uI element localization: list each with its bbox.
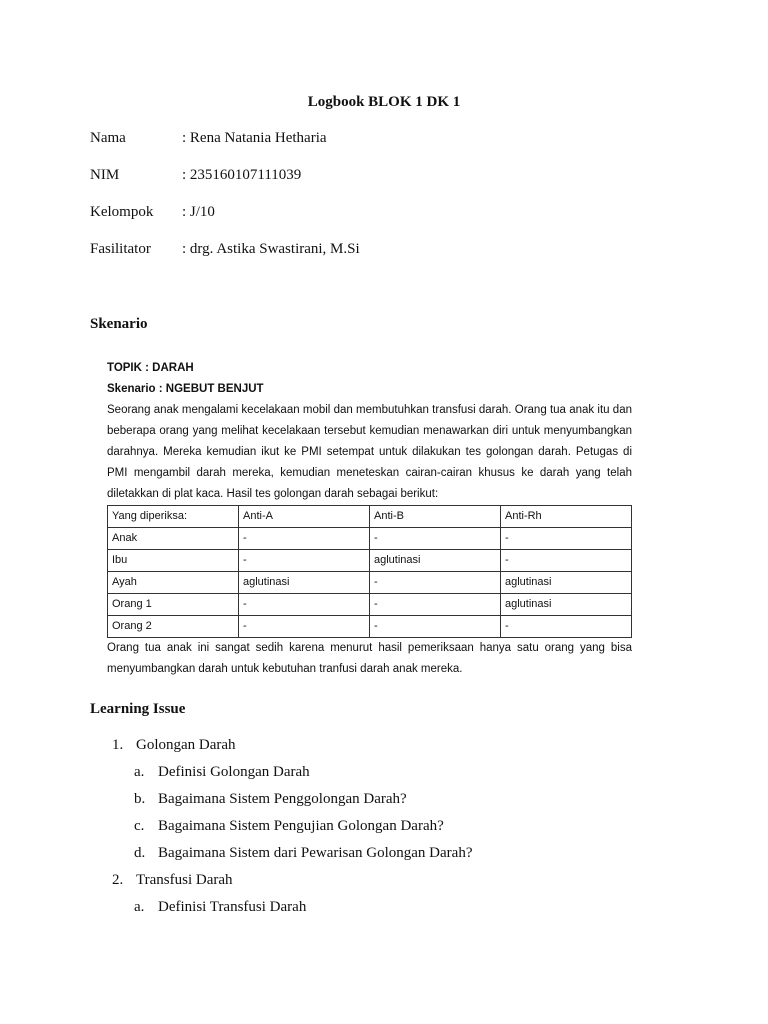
scenario-box [107,358,632,680]
learning-issue-subitem [134,899,306,916]
scenario-topik: TOPIK : DARAH [107,362,194,374]
learning-issue-subitem [134,845,473,862]
list-number: 2. [112,872,124,888]
list-item-label: Transfusi Darah [136,872,233,888]
learning-issue-item [112,737,236,754]
table-row [108,528,632,550]
info-row-nim [90,167,301,184]
info-value: : J/10 [182,204,215,220]
table-cell: Orang 1 [108,594,239,616]
list-item-label: Definisi Transfusi Darah [158,899,307,915]
list-item-label: Definisi Golongan Darah [158,764,310,780]
learning-issue-subitem [134,791,407,808]
info-value: : drg. Astika Swastirani, M.Si [182,241,360,257]
list-letter: a. [134,899,145,915]
table-cell: aglutinasi [239,572,370,594]
table-cell: Ayah [108,572,239,594]
info-label: NIM [90,167,120,183]
learning-issue-subitem [134,818,444,835]
table-cell: aglutinasi [501,572,632,594]
table-cell: - [370,572,501,594]
table-header-cell: Anti-A [239,506,370,528]
scenario-paragraph: Seorang anak mengalami kecelakaan mobil dan membutuhkan transfusi darah. Orang tua anak itu dan beberapa orang yang melihat kecelakaan tersebut kemudian menawarkan diri untuk menyumbangkan darahnya. Mereka kemudian ikut ke PMI setempat untuk dilakukan tes golongan darah. Petugas di PMI mengambil darah mereka, kemudian meneteskan cairan-cairan khusus ke darah yang telah diletakkan di plat kaca. Hasil tes golongan darah sebagai berikut: [107,404,632,500]
info-label: Kelompok [90,204,154,220]
skenario-heading: Skenario [90,316,148,332]
table-row [108,550,632,572]
info-label: Nama [90,130,126,146]
table-cell: aglutinasi [501,594,632,616]
list-item-label: Bagaimana Sistem dari Pewarisan Golongan Darah? [158,845,473,861]
list-item-label: Bagaimana Sistem Penggolongan Darah? [158,791,407,807]
table-row [108,616,632,638]
table-cell: - [370,594,501,616]
scenario-conclusion: Orang tua anak ini sangat sedih karena menurut hasil pemeriksaan hanya satu orang yang bisa menyumbangkan darah untuk kebutuhan tranfusi darah anak mereka. [107,642,632,675]
info-label: Fasilitator [90,241,151,257]
info-value: : 235160107111039 [182,167,302,183]
document-title: Logbook BLOK 1 DK 1 [307,94,461,110]
table-cell: Orang 2 [108,616,239,638]
info-row-fasilitator [90,241,360,258]
list-item-label: Bagaimana Sistem Pengujian Golongan Darah? [158,818,444,834]
list-letter: a. [134,764,145,780]
table-header-cell: Anti-B [370,506,501,528]
table-cell: - [239,550,370,572]
table-cell: Anak [108,528,239,550]
learning-issue-heading: Learning Issue [90,701,186,717]
table-cell: - [501,616,632,638]
table-cell: aglutinasi [370,550,501,572]
table-header-row [108,506,632,528]
info-row-nama [90,130,327,147]
table-cell: - [501,550,632,572]
table-row [108,572,632,594]
list-letter: b. [134,791,146,807]
info-row-kelompok [90,204,215,221]
list-letter: d. [134,845,146,861]
info-value: : Rena Natania Hetharia [182,130,327,146]
table-cell: - [370,528,501,550]
list-number: 1. [112,737,124,753]
table-cell: - [239,594,370,616]
list-item-label: Golongan Darah [136,737,236,753]
table-row [108,594,632,616]
table-cell: - [370,616,501,638]
learning-issue-subitem [134,764,310,781]
table-header-cell: Anti-Rh [501,506,632,528]
learning-issue-item [112,872,233,889]
table-cell: - [239,528,370,550]
table-header-cell: Yang diperiksa: [108,506,239,528]
scenario-title: Skenario : NGEBUT BENJUT [107,383,264,395]
table-cell: - [501,528,632,550]
table-cell: - [239,616,370,638]
table-cell: Ibu [108,550,239,572]
list-letter: c. [134,818,145,834]
blood-test-table [107,505,632,638]
